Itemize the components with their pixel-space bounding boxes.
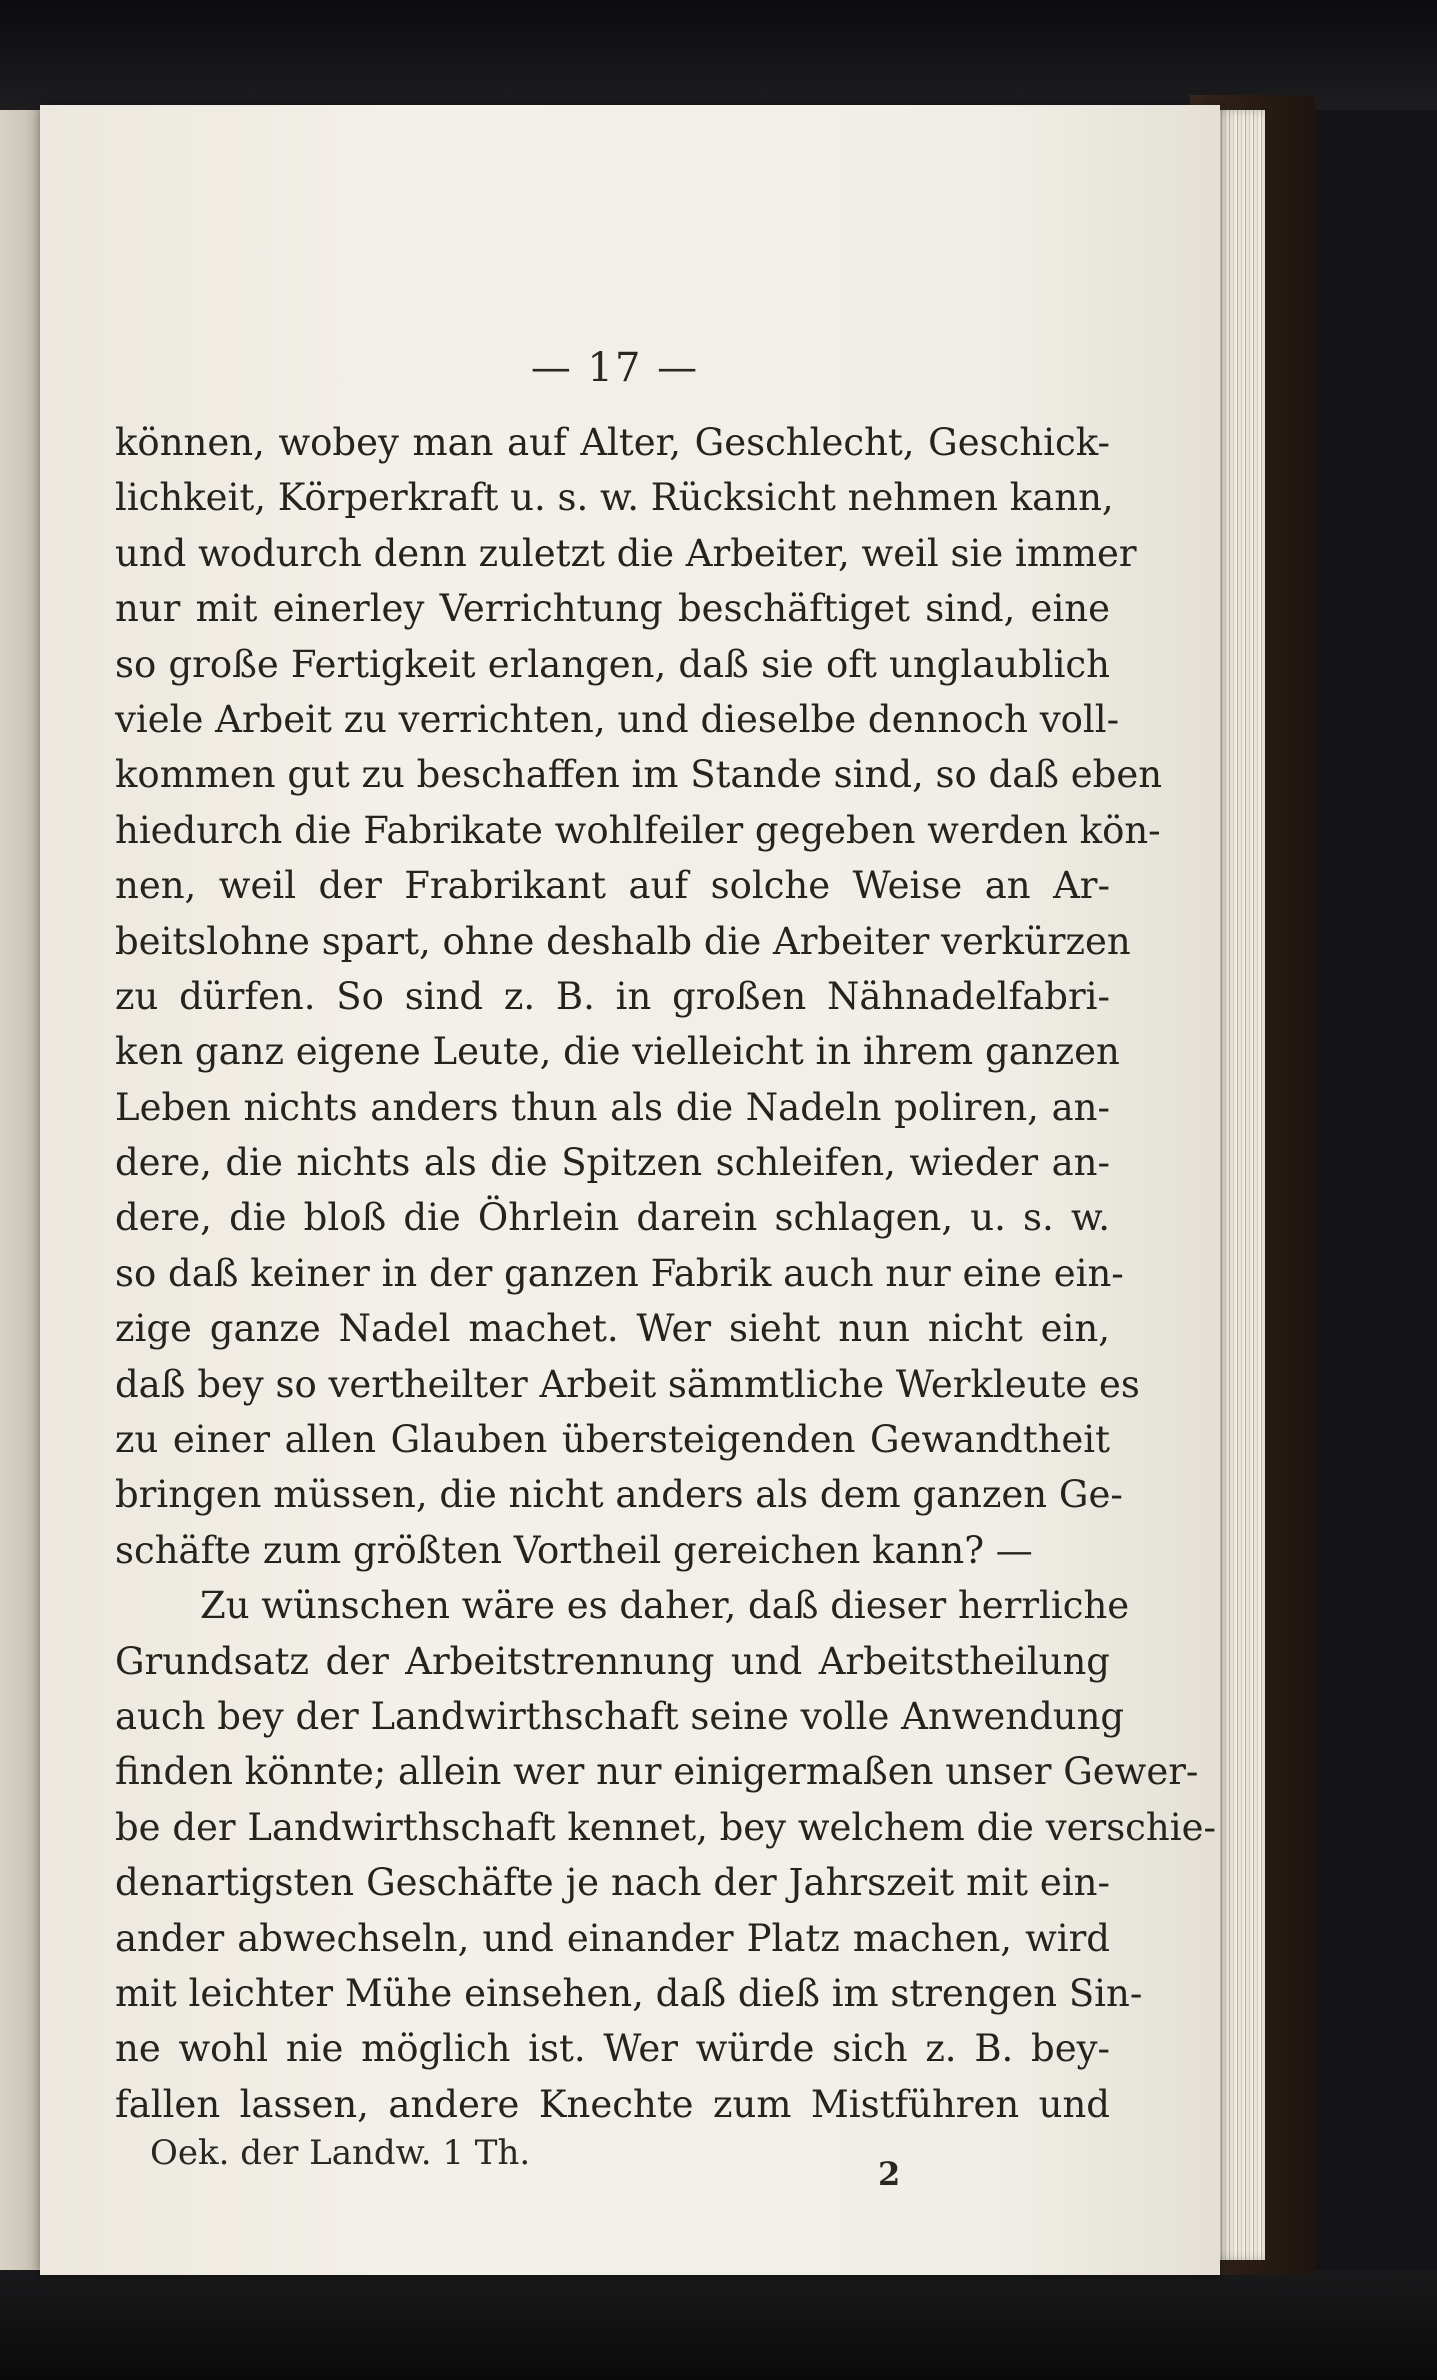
signature-mark: Oek. der Landw. 1 Th. (150, 2133, 531, 2173)
paragraph-1 (115, 415, 1163, 1578)
text-line: nur mit einerley Verrichtung beschäftiget sind, eine (115, 587, 1110, 631)
gathering-number: 2 (878, 2155, 901, 2193)
text-line: ken ganz eigene Leute, die vielleicht in ihrem ganzen (115, 1030, 1120, 1074)
text-line: beitslohne spart, ohne deshalb die Arbeiter verkürzen (115, 919, 1131, 963)
text-line: Grundsatz der Arbeitstrennung und Arbeitstheilung (115, 1639, 1110, 1683)
text-line: ne wohl nie möglich ist. Wer würde sich z. B. bey- (115, 2027, 1110, 2071)
text-line: dere, die bloß die Öhrlein darein schlagen, u. s. w. (115, 1196, 1110, 1240)
text-line: zu einer allen Glauben übersteigenden Gewandtheit (115, 1418, 1110, 1462)
backdrop-top (0, 0, 1437, 110)
text-line: viele Arbeit zu verrichten, und dieselbe dennoch voll- (115, 697, 1120, 741)
text-line: hiedurch die Fabrikate wohlfeiler gegeben werden kön- (115, 808, 1161, 852)
text-line: denartigsten Geschäfte je nach der Jahrszeit mit ein- (115, 1861, 1110, 1905)
text-line: können, wobey man auf Alter, Geschlecht, Geschick- (115, 421, 1110, 464)
text-line: und wodurch denn zuletzt die Arbeiter, weil sie immer (115, 531, 1137, 575)
text-line: daß bey so vertheilter Arbeit sämmtliche Werkleute es (115, 1362, 1140, 1406)
text-line: ander abwechseln, und einander Platz machen, wird (115, 1916, 1110, 1960)
text-line: kommen gut zu beschaffen im Stande sind, so daß eben (115, 753, 1163, 797)
paragraph-2 (115, 1578, 1216, 2132)
text-line: be der Landwirthschaft kennet, bey welchem die verschie- (115, 1805, 1216, 1849)
text-line: schäfte zum größten Vortheil gereichen kann? — (115, 1528, 1033, 1572)
text-line: so daß keiner in der ganzen Fabrik auch nur eine ein- (115, 1251, 1124, 1295)
book-page (40, 105, 1220, 2275)
text-line: fallen lassen, andere Knechte zum Mistführen und (115, 2082, 1110, 2126)
text-line: Zu wünschen wäre es daher, daß dieser herrliche (200, 1584, 1130, 1628)
text-line: so große Fertigkeit erlangen, daß sie oft unglaublich (115, 642, 1110, 686)
text-line: lichkeit, Körperkraft u. s. w. Rücksicht nehmen kann, (115, 476, 1114, 520)
text-line: auch bey der Landwirthschaft seine volle Anwendung (115, 1694, 1125, 1738)
text-line: mit leichter Mühe einsehen, daß dieß im strengen Sin- (115, 1971, 1143, 2015)
backdrop-bottom (0, 2270, 1437, 2380)
page-body (115, 415, 1216, 2132)
text-line: Leben nichts anders thun als die Nadeln poliren, an- (115, 1085, 1110, 1129)
text-line: dere, die nichts als die Spitzen schleifen, wieder an- (115, 1141, 1110, 1185)
text-line: zu dürfen. So sind z. B. in großen Nähnadelfabri- (115, 974, 1110, 1018)
text-line: nen, weil der Frabrikant auf solche Weise an Ar- (115, 864, 1110, 908)
facing-page-edge (0, 110, 40, 2270)
text-line: zige ganze Nadel machet. Wer sieht nun nicht ein, (115, 1307, 1110, 1351)
text-line: finden könnte; allein wer nur einigermaßen unser Gewer- (115, 1750, 1199, 1794)
page-header: — 17 — (530, 345, 700, 391)
text-line: bringen müssen, die nicht anders als dem ganzen Ge- (115, 1473, 1123, 1517)
